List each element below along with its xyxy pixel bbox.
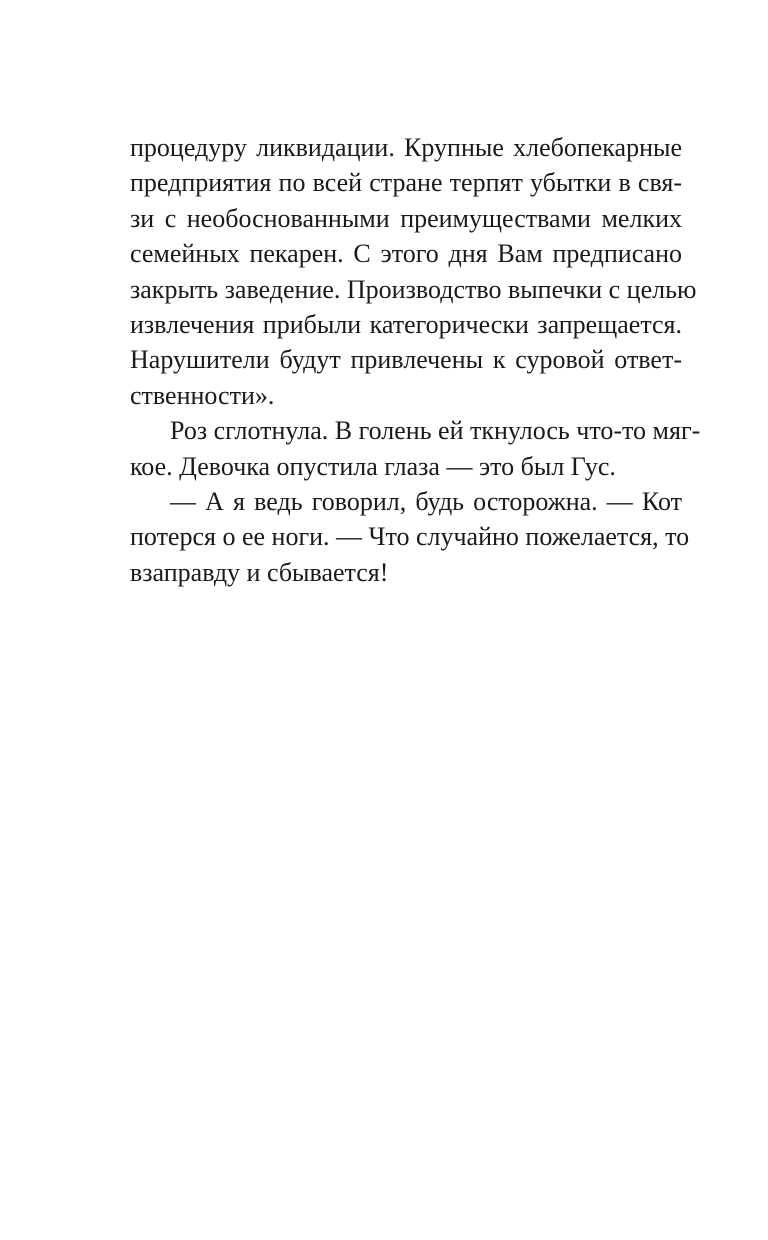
text-line: ственности». (130, 380, 275, 410)
text-line: Нарушители будут привлечены к суровой ответ- (130, 345, 682, 375)
text-line: закрыть заведение. Производство выпечки с целью (130, 274, 697, 304)
text-line: извлечения прибыли категорически запрещается. (130, 309, 682, 339)
text-line: процедуру ликвидации. Крупные хлебопекарные (130, 133, 682, 162)
paragraph (130, 130, 697, 413)
text-line: семейных пекарен. С этого дня Вам предписано (130, 239, 682, 269)
text-line: Роз сглотнула. В голень ей ткнулось что-то мяг- (170, 416, 701, 446)
text-line: зи с необоснованными преимуществами мелких (130, 203, 682, 233)
text-line: кое. Девочка опустила глаза — это был Гус. (130, 451, 616, 481)
paragraph (130, 413, 701, 484)
text-line: взаправду и сбывается! (130, 557, 389, 587)
text-line: потерся о ее ноги. — Что случайно пожелается, то (130, 522, 690, 552)
text-line: — А я ведь говорил, будь осторожна. — Кот (170, 486, 682, 516)
text-line: предприятия по всей стране терпят убытки в свя- (130, 168, 682, 198)
paragraph (130, 484, 690, 590)
book-page-text (130, 130, 701, 590)
